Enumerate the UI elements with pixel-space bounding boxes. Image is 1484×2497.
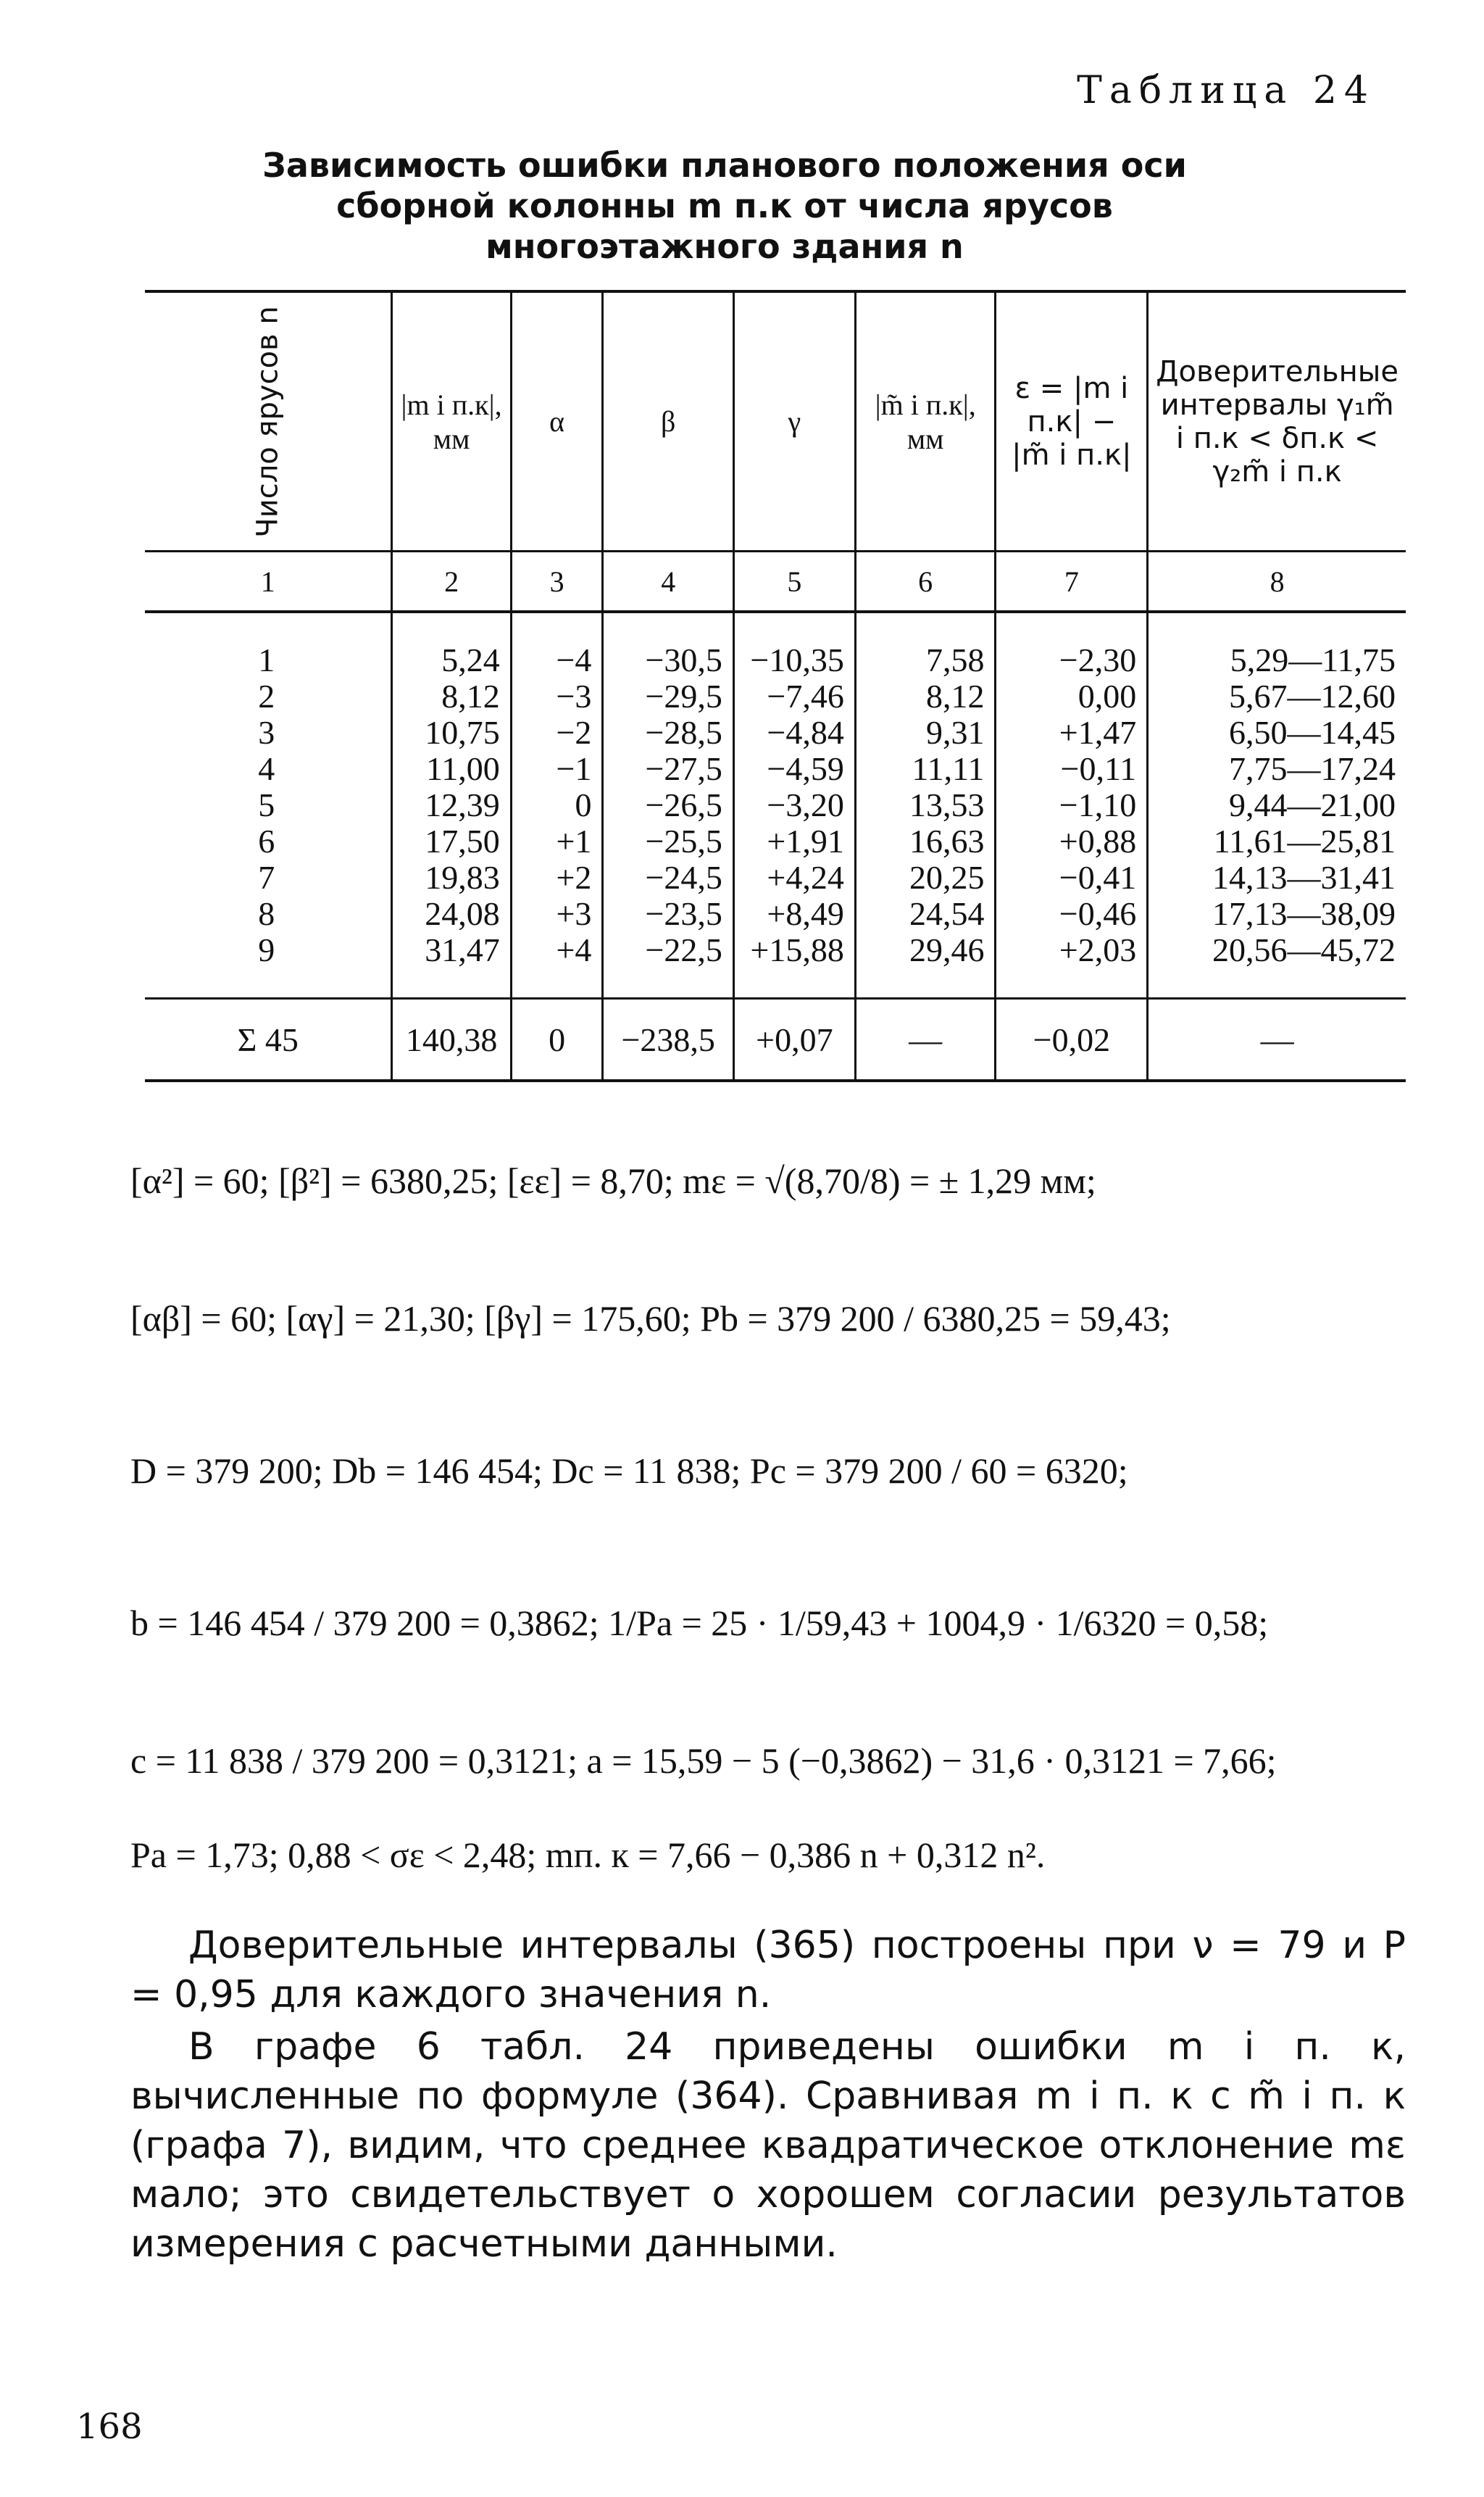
table-cell: 20,25 [855, 860, 996, 896]
table-cell: 8 [258, 895, 275, 932]
table-cell: −4,59 [733, 751, 855, 787]
table-cell: −28,5 [603, 715, 734, 751]
table-cell: 3 [258, 714, 275, 751]
data-table [145, 290, 1406, 1082]
table-cell: 0,00 [996, 678, 1148, 715]
table-cell: 7,75—17,24 [1148, 751, 1406, 787]
paragraph-confidence: Доверительные интервалы (365) построены при ν = 79 и P = 0,95 для каждого значения n. [130, 1924, 1406, 2016]
table-cell: −3,20 [733, 787, 855, 823]
table-cell: −25,5 [603, 823, 734, 860]
table-cell: 5,24 [392, 612, 511, 678]
header-gamma: γ [733, 291, 855, 552]
table-cell: −1,10 [996, 787, 1148, 823]
header-m-error: |m i п.к|, мм [392, 291, 511, 552]
table-title-line: Зависимость ошибки планового положения оси [262, 146, 1187, 185]
header-epsilon: ε = |m i п.к| − |m̃ i п.к| [996, 291, 1148, 552]
table-row [145, 896, 1406, 932]
table-cell: 11,00 [392, 751, 511, 787]
table-cell: −0,41 [996, 860, 1148, 896]
table-cell: 12,39 [392, 787, 511, 823]
column-number: 7 [996, 552, 1148, 612]
table-cell: −0,46 [996, 896, 1148, 932]
table-cell: −27,5 [603, 751, 734, 787]
header-beta: β [603, 291, 734, 552]
table-cell: −2,30 [996, 612, 1148, 678]
table-row [145, 715, 1406, 751]
header-confidence-intervals: Доверительные интервалы γ₁m̃ i п.к < δп.к < γ₂m̃ i п.к [1148, 291, 1406, 552]
table-title [217, 145, 1232, 267]
table-cell: −4,84 [733, 715, 855, 751]
table-cell: 31,47 [392, 932, 511, 999]
table-cell: 11,11 [855, 751, 996, 787]
table-number: Таблица 24 [1077, 69, 1375, 112]
table-body [145, 612, 1406, 999]
table-cell: −24,5 [603, 860, 734, 896]
table-cell: −0,11 [996, 751, 1148, 787]
table-cell: 17,13—38,09 [1148, 896, 1406, 932]
table-cell: 13,53 [855, 787, 996, 823]
table-cell: 8,12 [392, 678, 511, 715]
table-cell: 7,58 [855, 612, 996, 678]
table-cell: −22,5 [603, 932, 734, 999]
table-cell: +2,03 [996, 932, 1148, 999]
table-title-line: многоэтажного здания n [485, 227, 964, 266]
column-number: 3 [511, 552, 603, 612]
table-cell: 19,83 [392, 860, 511, 896]
table-cell: 9,44—21,00 [1148, 787, 1406, 823]
table-cell: 5 [258, 786, 275, 823]
table-cell: 5,67—12,60 [1148, 678, 1406, 715]
table-row [145, 751, 1406, 787]
sum-cell: −238,5 [603, 999, 734, 1081]
table-title-line: сборной колонны m п.к от числа ярусов [336, 186, 1113, 225]
formula-line: [α²] = 60; [β²] = 6380,25; [εε] = 8,70; mε = √(8,70/8) = ± 1,29 мм; [130, 1160, 1096, 1201]
table-cell: 2 [258, 678, 275, 715]
table-cell: +4 [511, 932, 603, 999]
table-cell: 16,63 [855, 823, 996, 860]
column-number: 1 [145, 552, 392, 612]
page-number: 168 [76, 2406, 143, 2447]
table-cell: −1 [511, 751, 603, 787]
table-cell: 7 [258, 859, 275, 896]
table-cell: +3 [511, 896, 603, 932]
table-row [145, 860, 1406, 896]
formula-line: c = 11 838 / 379 200 = 0,3121; a = 15,59 − 5 (−0,3862) − 31,6 · 0,3121 = 7,66; [130, 1740, 1277, 1781]
table-row [145, 823, 1406, 860]
table-cell: +1,47 [996, 715, 1148, 751]
column-number: 6 [855, 552, 996, 612]
table-cell: −30,5 [603, 612, 734, 678]
table-cell: −26,5 [603, 787, 734, 823]
table-cell: +4,24 [733, 860, 855, 896]
sum-cell: +0,07 [733, 999, 855, 1081]
sum-cell: −0,02 [996, 999, 1148, 1081]
table-cell: +15,88 [733, 932, 855, 999]
table-cell: −10,35 [733, 612, 855, 678]
formula-line: [αβ] = 60; [αγ] = 21,30; [βγ] = 175,60; Pb = 379 200 / 6380,25 = 59,43; [130, 1298, 1171, 1339]
formula-line: D = 379 200; Db = 146 454; Dc = 11 838; Pc = 379 200 / 60 = 6320; [130, 1450, 1128, 1491]
table-row [145, 787, 1406, 823]
table-cell: 14,13—31,41 [1148, 860, 1406, 896]
table-cell: 11,61—25,81 [1148, 823, 1406, 860]
table-cell: 20,56—45,72 [1148, 932, 1406, 999]
table-row [145, 612, 1406, 678]
table-row [145, 932, 1406, 999]
table-cell: 1 [258, 641, 275, 678]
sum-cell: Σ 45 [145, 999, 392, 1081]
table-cell: −2 [511, 715, 603, 751]
header-alpha: α [511, 291, 603, 552]
table-cell: −7,46 [733, 678, 855, 715]
table-cell: 0 [511, 787, 603, 823]
table-cell: 6,50—14,45 [1148, 715, 1406, 751]
table-cell: 4 [258, 750, 275, 787]
column-number: 2 [392, 552, 511, 612]
sum-cell: 0 [511, 999, 603, 1081]
sum-row [145, 999, 1406, 1081]
table-cell: +8,49 [733, 896, 855, 932]
table-cell: −23,5 [603, 896, 734, 932]
table-cell: 24,54 [855, 896, 996, 932]
sum-cell: — [855, 999, 996, 1081]
table-cell: −4 [511, 612, 603, 678]
formula-line: b = 146 454 / 379 200 = 0,3862; 1/Pa = 25 · 1/59,43 + 1004,9 · 1/6320 = 0,58; [130, 1603, 1269, 1643]
table-cell: 10,75 [392, 715, 511, 751]
sum-cell: — [1148, 999, 1406, 1081]
table-row [145, 678, 1406, 715]
header-tiers: Число ярусов n [145, 291, 392, 552]
table-cell: 6 [258, 823, 275, 860]
table-cell: −29,5 [603, 678, 734, 715]
table-cell: 8,12 [855, 678, 996, 715]
table-cell: 5,29—11,75 [1148, 612, 1406, 678]
column-number: 4 [603, 552, 734, 612]
table-cell: +0,88 [996, 823, 1148, 860]
column-number: 8 [1148, 552, 1406, 612]
table-cell: 29,46 [855, 932, 996, 999]
paragraph-comparison: В графе 6 табл. 24 приведены ошибки m i п. к, вычисленные по формуле (364). Сравнивая m i п. к с m̃ i п. к (графа 7), видим, что среднее квадратическое отклонение mε мало; это свидетельствует о хорошем согласии результатов измерения с расчетными данными. [130, 2025, 1406, 2266]
table-cell: 17,50 [392, 823, 511, 860]
table-cell: −3 [511, 678, 603, 715]
column-number: 5 [733, 552, 855, 612]
formula-line: Pa = 1,73; 0,88 < σε < 2,48; mп. к = 7,66 − 0,386 n + 0,312 n². [130, 1835, 1046, 1875]
table-cell: +1 [511, 823, 603, 860]
table-cell: +1,91 [733, 823, 855, 860]
table-cell: 9,31 [855, 715, 996, 751]
header-m-computed: |m̃ i п.к|, мм [855, 291, 996, 552]
table-cell: +2 [511, 860, 603, 896]
sum-cell: 140,38 [392, 999, 511, 1081]
table-cell: 24,08 [392, 896, 511, 932]
table-cell: 9 [258, 931, 275, 968]
